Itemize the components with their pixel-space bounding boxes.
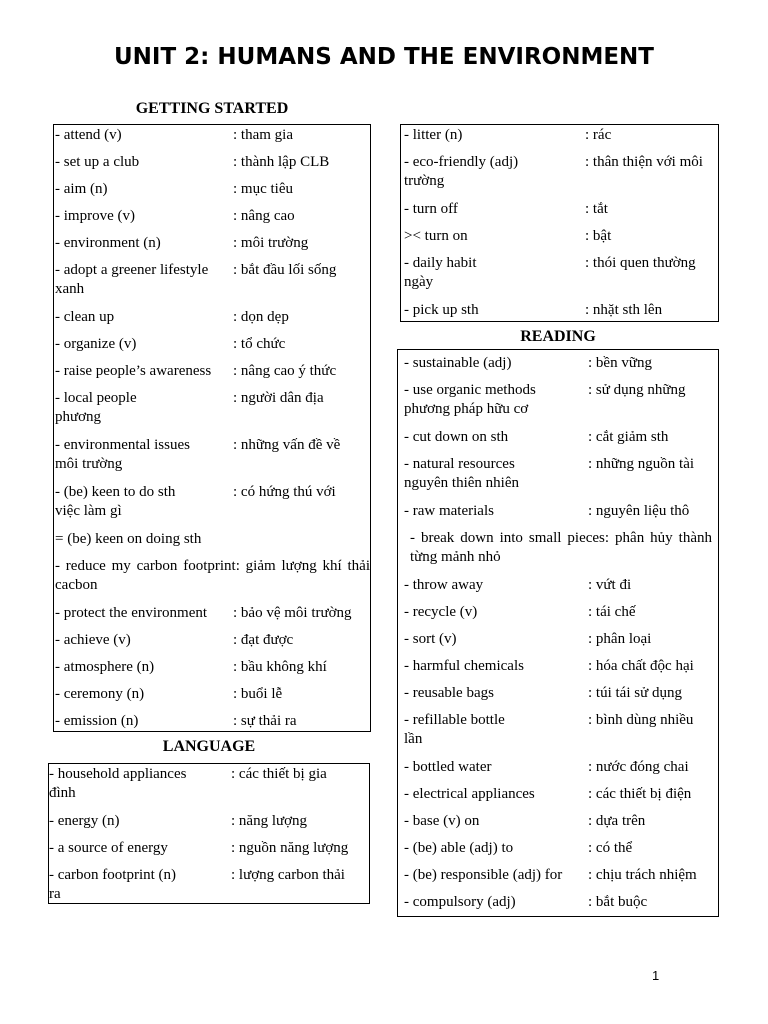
vocab-meaning-continued: ngày [404, 274, 434, 290]
vocab-meaning-continued: môi trường [55, 456, 123, 472]
vocab-term: - use organic methods [404, 382, 536, 398]
vocab-meaning: : vứt đi [588, 577, 632, 593]
vocab-row [398, 657, 718, 676]
vocab-term: - raw materials [404, 503, 494, 519]
vocab-term: - bottled water [404, 759, 492, 775]
vocab-term: - clean up [55, 309, 115, 325]
vocab-row [401, 200, 718, 219]
vocab-term: - environmental issues [55, 437, 190, 453]
vocab-meaning-continued: việc làm gì [55, 503, 122, 519]
vocab-row [401, 254, 718, 292]
vocab-row [54, 180, 370, 199]
vocab-row [398, 603, 718, 622]
vocab-row [49, 765, 369, 803]
vocab-meaning-continued: phương pháp hữu cơ [404, 401, 529, 417]
vocab-row [398, 630, 718, 649]
vocab-table-language [48, 763, 370, 904]
vocab-row [54, 234, 370, 253]
section-heading-language: LANGUAGE [162, 738, 256, 755]
vocab-meaning: : có thể [588, 840, 633, 856]
vocab-meaning: : nguồn năng lượng [231, 840, 349, 856]
vocab-row [49, 866, 369, 904]
vocab-term: - set up a club [55, 154, 140, 170]
vocab-term: - daily habit [404, 255, 477, 271]
vocab-row [54, 685, 370, 704]
vocab-term: - carbon footprint (n) [49, 867, 177, 883]
vocab-term: - energy (n) [49, 813, 120, 829]
vocab-term: - turn off [404, 201, 458, 217]
vocab-row [54, 712, 370, 731]
vocab-term: - raise people’s awareness [55, 363, 212, 379]
vocab-row [54, 436, 370, 474]
vocab-term: >< turn on [404, 228, 468, 244]
vocab-term: - pick up sth [404, 302, 479, 318]
vocab-meaning-continued: lần [404, 731, 423, 747]
vocab-row [54, 530, 370, 549]
section-heading-getting-started: GETTING STARTED [135, 100, 289, 117]
vocab-row [54, 207, 370, 226]
vocab-meaning: : các thiết bị điện [588, 786, 692, 802]
vocab-meaning: : những vấn đề về [233, 437, 341, 453]
vocab-term: - adopt a greener lifestyle [55, 262, 209, 278]
vocab-term: - (be) keen to do sth [55, 484, 176, 500]
vocab-term: - base (v) on [404, 813, 480, 829]
vocab-row [54, 126, 370, 145]
vocab-row [398, 812, 718, 831]
vocab-entry: - break down into small pieces: phân hủy thành từng mảnh nhỏ [410, 530, 712, 565]
vocab-table-continued [400, 124, 719, 322]
vocab-meaning-continued: đình [49, 785, 76, 801]
vocab-term: - (be) responsible (adj) for [404, 867, 563, 883]
vocab-meaning: : cắt giảm sth [588, 429, 669, 445]
vocab-term: - litter (n) [404, 127, 463, 143]
vocab-term: - sustainable (adj) [404, 355, 512, 371]
vocab-row [398, 711, 718, 749]
vocab-term: - ceremony (n) [55, 686, 145, 702]
vocab-meaning: : nước đóng chai [588, 759, 689, 775]
vocab-row [54, 261, 370, 299]
vocab-term: - achieve (v) [55, 632, 131, 648]
vocab-meaning: : buổi lễ [233, 686, 283, 702]
vocab-meaning: : bật [585, 228, 612, 244]
vocab-meaning: : các thiết bị gia [231, 766, 327, 782]
vocab-term: - organize (v) [55, 336, 137, 352]
vocab-term: - attend (v) [55, 127, 122, 143]
vocab-meaning-continued: ra [49, 886, 61, 902]
vocab-meaning: : bảo vệ môi trường [233, 605, 352, 621]
vocab-row [401, 153, 718, 191]
vocab-row [54, 658, 370, 677]
vocab-meaning: : tắt [585, 201, 608, 217]
vocab-meaning: : đạt được [233, 632, 294, 648]
vocab-meaning: : người dân địa [233, 390, 324, 406]
vocab-term: - eco-friendly (adj) [404, 154, 519, 170]
vocab-row [54, 389, 370, 427]
vocab-term: - emission (n) [55, 713, 139, 729]
vocab-term: - household appliances [49, 766, 187, 782]
vocab-meaning-continued: trường [404, 173, 445, 189]
vocab-row [398, 866, 718, 885]
page-title: UNIT 2: HUMANS AND THE ENVIRONMENT [114, 44, 654, 70]
vocab-meaning: : mục tiêu [233, 181, 293, 197]
vocab-meaning: : nâng cao [233, 208, 295, 224]
vocab-term: - sort (v) [404, 631, 457, 647]
vocab-term: - aim (n) [55, 181, 108, 197]
vocab-meaning: : sự thải ra [233, 713, 297, 729]
vocab-term: - improve (v) [55, 208, 135, 224]
vocab-row [398, 381, 718, 419]
vocab-row [398, 684, 718, 703]
vocab-row [401, 301, 718, 320]
vocab-row [54, 308, 370, 327]
vocab-term: - atmosphere (n) [55, 659, 155, 675]
vocab-meaning: : tham gia [233, 127, 293, 143]
vocab-row [398, 576, 718, 595]
vocab-meaning: : chịu trách nhiệm [588, 867, 697, 883]
vocab-meaning: : bình dùng nhiều [588, 712, 694, 728]
vocab-meaning: : tổ chức [233, 336, 286, 352]
vocab-row [398, 455, 718, 493]
vocab-row [398, 839, 718, 858]
vocab-table-reading [397, 349, 719, 917]
vocab-meaning: : lượng carbon thải [231, 867, 345, 883]
vocab-term: - throw away [404, 577, 484, 593]
vocab-meaning: : thân thiện với môi [585, 154, 703, 170]
vocab-entry: = (be) keen on doing sth [55, 531, 202, 547]
vocab-term: - recycle (v) [404, 604, 478, 620]
vocab-row [398, 502, 718, 521]
vocab-meaning: : thành lập CLB [233, 154, 330, 170]
vocab-meaning: : bắt đầu lối sống [233, 262, 337, 278]
vocab-row [54, 631, 370, 650]
vocab-row [54, 557, 370, 595]
vocab-term: - compulsory (adj) [404, 894, 516, 910]
vocab-row [398, 354, 718, 373]
vocab-term: - (be) able (adj) to [404, 840, 514, 856]
vocab-term: - harmful chemicals [404, 658, 524, 674]
vocab-row [398, 529, 718, 567]
vocab-meaning-continued: nguyên thiên nhiên [404, 475, 519, 491]
vocab-meaning-continued: phương [55, 409, 102, 425]
vocab-row [398, 758, 718, 777]
vocab-entry: - reduce my carbon footprint: giảm lượng khí thải cacbon [55, 558, 370, 593]
vocab-meaning: : nâng cao ý thức [233, 363, 337, 379]
vocab-row [398, 428, 718, 447]
vocab-meaning: : có hứng thú với [233, 484, 336, 500]
vocab-term: - a source of energy [49, 840, 168, 856]
vocab-term: - cut down on sth [404, 429, 509, 445]
vocab-row [398, 785, 718, 804]
vocab-meaning: : nhặt sth lên [585, 302, 663, 318]
vocab-row [54, 153, 370, 172]
vocab-row [54, 604, 370, 623]
vocab-meaning: : môi trường [233, 235, 309, 251]
vocab-meaning: : những nguồn tài [588, 456, 695, 472]
vocab-meaning: : hóa chất độc hại [588, 658, 694, 674]
vocab-meaning: : túi tái sử dụng [588, 685, 682, 701]
vocab-table-getting-started [53, 124, 371, 732]
vocab-row [49, 812, 369, 831]
vocab-term: - protect the environment [55, 605, 208, 621]
vocab-meaning: : bền vững [588, 355, 652, 371]
section-heading-reading: READING [520, 328, 596, 345]
vocab-term: - local people [55, 390, 137, 406]
vocab-row [401, 126, 718, 145]
vocab-meaning: : tái chế [588, 604, 636, 620]
vocab-row [398, 893, 718, 912]
vocab-row [54, 335, 370, 354]
vocab-row [54, 483, 370, 521]
page-number: 1 [652, 968, 660, 983]
vocab-meaning-continued: xanh [55, 281, 85, 297]
vocab-term: - reusable bags [404, 685, 494, 701]
vocab-row [401, 227, 718, 246]
vocab-row [49, 839, 369, 858]
vocab-meaning: : năng lượng [231, 813, 308, 829]
vocab-meaning: : bắt buộc [588, 894, 648, 910]
vocab-meaning: : bầu không khí [233, 659, 327, 675]
vocab-term: - environment (n) [55, 235, 161, 251]
vocab-term: - natural resources [404, 456, 515, 472]
vocab-meaning: : dựa trên [588, 813, 646, 829]
vocab-term: - electrical appliances [404, 786, 535, 802]
vocab-meaning: : rác [585, 127, 612, 143]
vocab-meaning: : phân loại [588, 631, 652, 647]
vocab-meaning: : nguyên liệu thô [588, 503, 690, 519]
vocab-meaning: : dọn dẹp [233, 309, 289, 325]
vocab-meaning: : thói quen thường [585, 255, 696, 271]
vocab-term: - refillable bottle [404, 712, 505, 728]
vocab-meaning: : sử dụng những [588, 382, 686, 398]
vocab-row [54, 362, 370, 381]
